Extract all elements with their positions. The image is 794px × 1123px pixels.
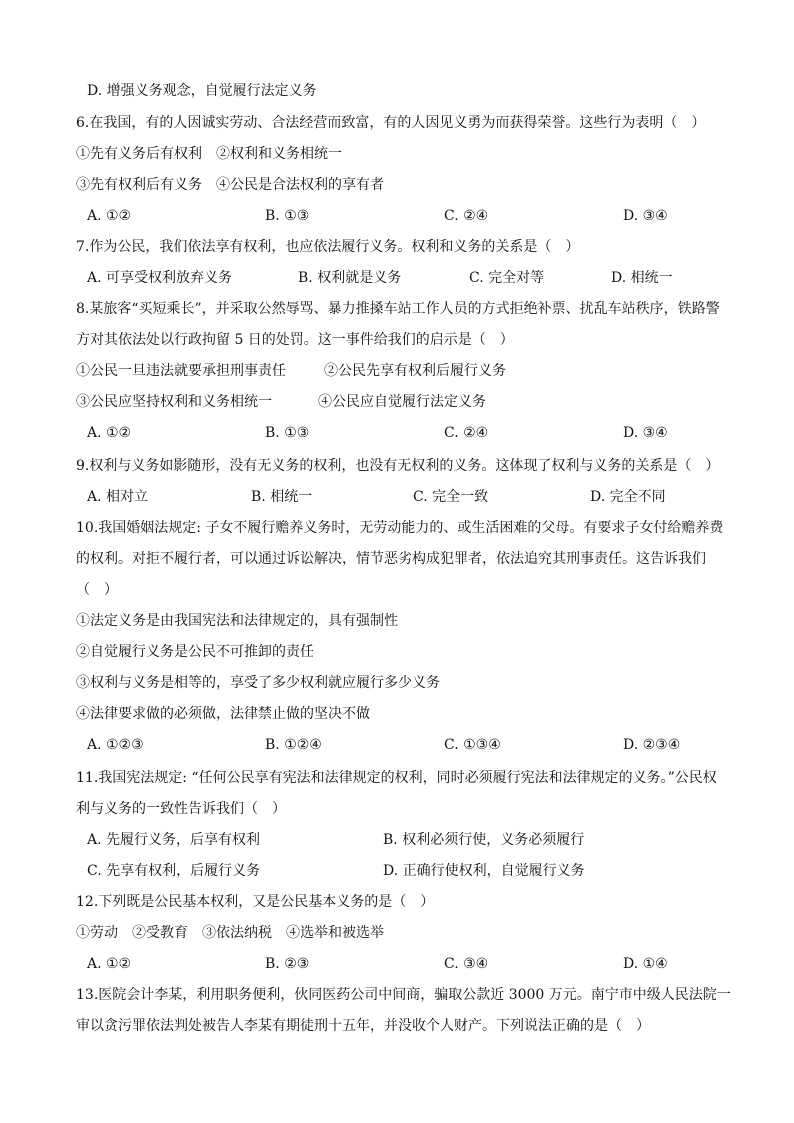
q7-option-d: D. 相统一 [611, 270, 673, 286]
q11-stem-2: 利与义务的一致性告诉我们（ ） [76, 801, 286, 817]
q7-option-b: B. 权利就是义务 [298, 270, 402, 286]
q8-stem-1: 8.某旅客“买短乘长”，并采取公然辱骂、暴力推搡车站工作人员的方式拒绝补票、扰乱车站秩序，铁路警 [76, 301, 720, 317]
q11-option-a: A. 先履行义务，后享有权利 [87, 832, 261, 848]
q6-stem: 6.在我国，有的人因诚实劳动、合法经营而致富，有的人因见义勇为而获得荣誉。这些行为表明（ ） [76, 115, 706, 131]
q6-option-a: A. ①② [87, 208, 132, 224]
q10-option-d: D. ②③④ [623, 737, 681, 753]
q11-stem-1: 11.我国宪法规定: “任何公民享有宪法和法律规定的权利，同时必须履行宪法和法律规定的义务。”公民权 [76, 770, 717, 786]
q10-statement-4: ④法律要求做的必须做，法律禁止做的坚决不做 [76, 706, 370, 722]
q11-option-b: B. 权利必须行使，义务必须履行 [383, 832, 585, 848]
q10-option-c: C. ①③④ [444, 737, 501, 753]
q12-option-c: C. ③④ [444, 956, 489, 972]
q9-stem: 9.权利与义务如影随形，没有无义务的权利，也没有无权利的义务。这体现了权利与义务的关系是（ ） [76, 458, 720, 474]
q8-option-b: B. ①③ [265, 425, 310, 441]
q6-option-c: C. ②④ [444, 208, 489, 224]
q12-stem: 12.下列既是公民基本权利，又是公民基本义务的是（ ） [76, 894, 435, 910]
q6-statements-2: ③先有权利后有义务 ④公民是合法权利的享有者 [76, 177, 384, 193]
q7-option-a: A. 可享受权利放弃义务 [87, 270, 233, 286]
q6-option-b: B. ①③ [265, 208, 310, 224]
q8-option-c: C. ②④ [444, 425, 489, 441]
q8-option-a: A. ①② [87, 425, 132, 441]
q9-option-c: C. 完全一致 [413, 489, 489, 505]
q10-stem-2: 的权利。对拒不履行者，可以通过诉讼解决，情节恶劣构成犯罪者，依法追究其刑事责任。这告诉我们 [76, 551, 706, 567]
q10-statement-2: ②自觉履行义务是公民不可推卸的责任 [76, 644, 314, 660]
q13-stem-2: 审以贪污罪依法判处被告人李某有期徒刑十五年，并没收个人财产。下列说法正确的是（ ） [76, 1018, 650, 1034]
q8-statement-2: ②公民先享有权利后履行义务 [324, 363, 506, 379]
q12-option-a: A. ①② [87, 956, 132, 972]
q11-option-d: D. 正确行使权利，自觉履行义务 [383, 863, 585, 879]
q10-option-b: B. ①②④ [265, 737, 322, 753]
q10-option-a: A. ①②③ [87, 737, 144, 753]
q6-option-d: D. ③④ [623, 208, 668, 224]
q10-stem-3: （ ） [76, 582, 118, 598]
q6-statements-1: ①先有义务后有权利 ②权利和义务相统一 [76, 146, 342, 162]
q7-stem: 7.作为公民，我们依法享有权利，也应依法履行义务。权利和义务的关系是（ ） [76, 239, 580, 255]
q9-option-d: D. 完全不同 [590, 489, 666, 505]
q9-option-b: B. 相统一 [251, 489, 313, 505]
q9-option-a: A. 相对立 [87, 489, 149, 505]
q12-option-d: D. ①④ [623, 956, 668, 972]
q10-stem-1: 10.我国婚姻法规定: 子女不履行赡养义务时，无劳动能力的、或生活困难的父母。有要求子女付给赡养费 [76, 520, 724, 536]
q12-option-b: B. ②③ [265, 956, 310, 972]
q8-statement-1: ①公民一旦违法就要承担刑事责任 [76, 363, 286, 379]
q11-option-c: C. 先享有权利，后履行义务 [87, 863, 261, 879]
q8-statement-4: ④公民应自觉履行法定义务 [318, 394, 486, 410]
q10-statement-1: ①法定义务是由我国宪法和法律规定的，具有强制性 [76, 613, 398, 629]
q8-option-d: D. ③④ [623, 425, 668, 441]
q7-option-c: C. 完全对等 [469, 270, 545, 286]
q10-statement-3: ③权利与义务是相等的，享受了多少权利就应履行多少义务 [76, 675, 440, 691]
q5-option-d: D. 增强义务观念，自觉履行法定义务 [87, 83, 317, 99]
q13-stem-1: 13.医院会计李某，利用职务便利，伙同医药公司中间商，骗取公款近 3000 万元。南宁市中级人民法院一 [76, 987, 731, 1003]
q8-statement-3: ③公民应坚持权利和义务相统一 [76, 394, 272, 410]
q12-statements: ①劳动 ②受教育 ③依法纳税 ④选举和被选举 [76, 925, 384, 941]
q8-stem-2: 方对其依法处以行政拘留 5 日的处罚。这一事件给我们的启示是（ ） [76, 332, 514, 348]
